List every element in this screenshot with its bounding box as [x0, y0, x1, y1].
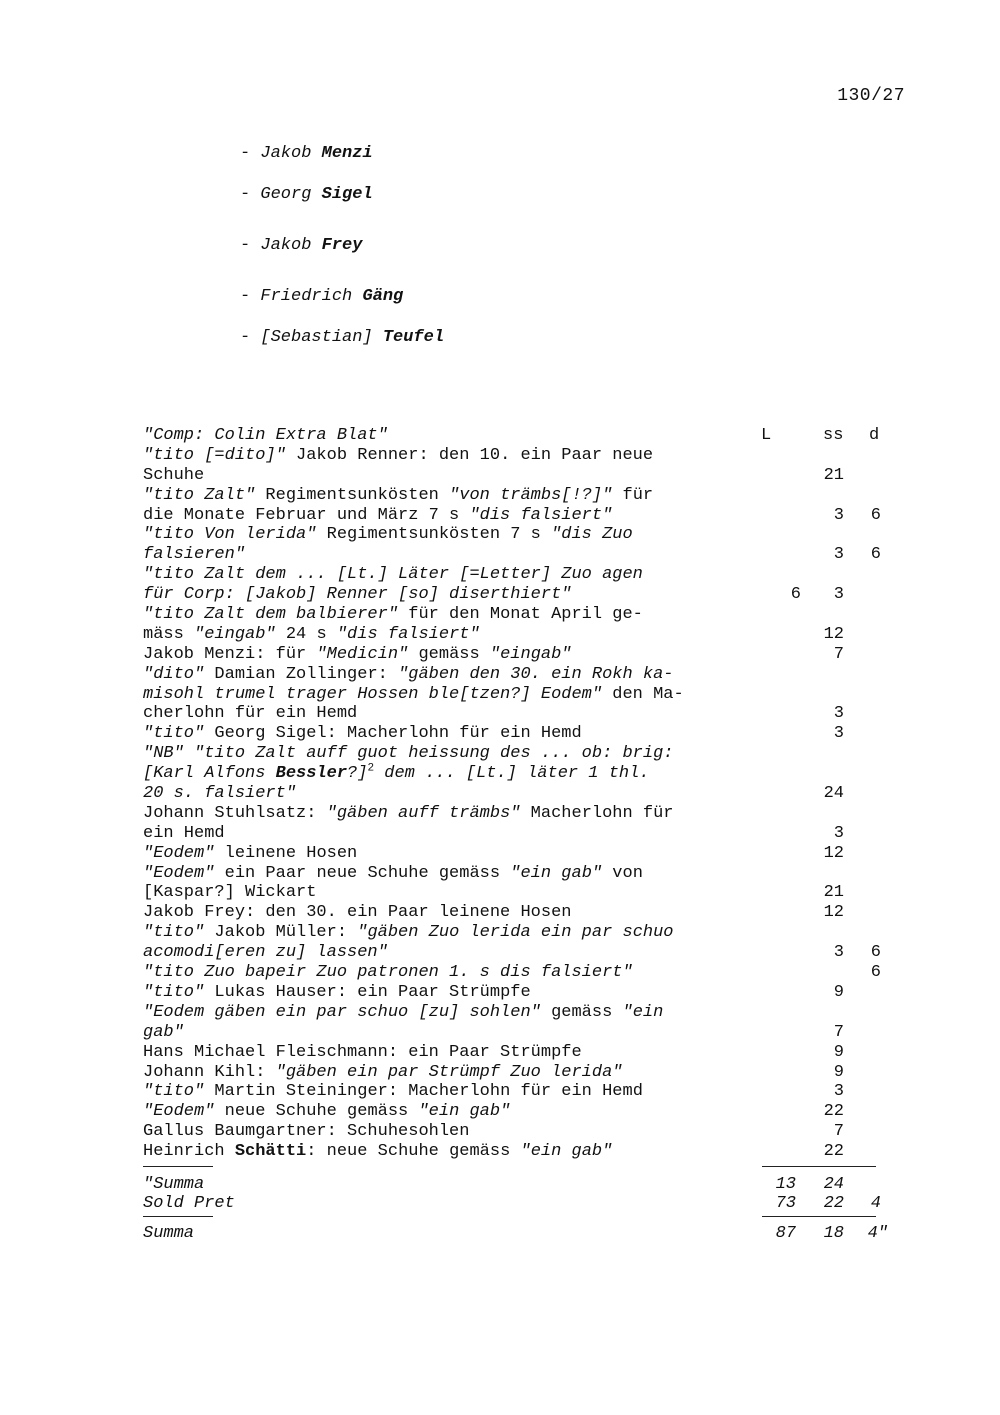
entry-description — [143, 625, 480, 645]
text-segment: "ein — [622, 1002, 664, 1022]
ledger-row — [143, 824, 903, 844]
amount-ss: 24 — [823, 784, 844, 804]
ledger-row — [143, 764, 903, 784]
dash: - — [240, 287, 261, 306]
name-list-item — [240, 287, 403, 306]
text-segment: Jakob Frey: den 30. ein Paar leinene Hosen — [143, 903, 572, 923]
text-segment: für den Monat April ge- — [398, 605, 643, 625]
text-segment: 24 s — [275, 624, 337, 644]
entry-description — [143, 645, 572, 665]
text-segment: Martin Steininger: Macherlohn für ein Hemd — [204, 1082, 643, 1102]
entry-description — [143, 1122, 469, 1142]
text-segment: "Eodem" — [143, 843, 215, 863]
text-segment: Johann Kihl: — [143, 1062, 276, 1082]
first-name: Jakob — [260, 144, 312, 163]
divider — [762, 1216, 876, 1217]
name-list-item — [240, 144, 373, 163]
amount-ss: 9 — [833, 1062, 844, 1082]
sold-pret-d: 4 — [870, 1194, 881, 1213]
text-segment: Bessler — [275, 764, 348, 784]
amount-ss: 3 — [833, 943, 844, 963]
text-segment: "tito Zuo bapeir Zuo patronen 1. s dis falsiert" — [143, 963, 633, 983]
entry-description — [143, 903, 571, 923]
first-name: Jakob — [260, 236, 312, 255]
text-segment: den Ma- — [602, 684, 684, 704]
ledger-row — [143, 983, 903, 1003]
amount-ss: 21 — [823, 465, 844, 485]
column-header-d: d — [869, 426, 880, 445]
text-segment: "Medicin" — [316, 644, 409, 664]
entry-description — [143, 923, 674, 943]
entry-description — [143, 764, 650, 784]
name-list-item — [240, 328, 444, 347]
text-segment: "tito" — [143, 923, 205, 943]
text-segment: Georg Sigel: Macherlohn für ein Hemd — [204, 724, 582, 744]
entry-description — [143, 744, 674, 764]
grand-total-ss: 18 — [823, 1224, 844, 1243]
text-segment: [Karl Alfons — [143, 764, 276, 784]
text-segment: "ein gab" — [520, 1142, 613, 1162]
entry-description — [143, 585, 571, 605]
text-segment: "ein gab" — [510, 863, 603, 883]
text-segment: von — [602, 863, 643, 883]
entry-description — [143, 844, 357, 864]
dash: - — [240, 144, 261, 163]
text-segment: Schätti — [234, 1142, 307, 1162]
amount-ss: 7 — [833, 1122, 844, 1142]
amount-ss: 7 — [833, 644, 844, 664]
page-number: 130/27 — [837, 86, 905, 106]
text-segment: Heinrich — [143, 1142, 235, 1162]
ledger-row — [143, 525, 903, 545]
text-segment: "NB" "tito Zalt auff guot heissung des ... ob: brig: — [143, 744, 674, 764]
ledger-row — [143, 1142, 903, 1162]
entry-description — [143, 784, 296, 804]
ledger-row — [143, 943, 903, 963]
divider — [143, 1166, 213, 1167]
ledger-row — [143, 625, 903, 645]
text-segment: Regimentsunkösten — [255, 485, 450, 505]
entry-description — [143, 1003, 663, 1023]
last-name: Sigel — [321, 185, 373, 204]
last-name: Gäng — [362, 287, 404, 306]
ledger-row — [143, 605, 903, 625]
amount-ss: 3 — [833, 823, 844, 843]
text-segment: für — [612, 485, 654, 505]
ledger-row — [143, 864, 903, 884]
amount-ss: 21 — [823, 883, 844, 903]
text-segment: gemäss — [540, 1002, 623, 1022]
entry-description — [143, 565, 643, 585]
text-segment: leinene Hosen — [214, 843, 358, 863]
ledger-row — [143, 923, 903, 943]
grand-total-l: 87 — [775, 1224, 796, 1243]
text-segment: ?] — [347, 764, 368, 784]
amount-ss: 9 — [833, 1042, 844, 1062]
text-segment: misohl trumel trager Hossen ble[tzen?] Eodem" — [143, 684, 603, 704]
entry-description — [143, 506, 612, 526]
text-segment: "Eodem gäben ein par schuo [zu] sohlen" — [143, 1002, 541, 1022]
amount-ss: 3 — [833, 545, 844, 565]
ledger-row — [143, 784, 903, 804]
amount-ss: 12 — [823, 624, 844, 644]
amount-d: 6 — [870, 545, 881, 565]
ledger-row — [143, 903, 903, 923]
ledger-rows — [143, 446, 903, 1162]
entry-description — [143, 824, 225, 844]
entry-description — [143, 943, 388, 963]
text-segment: "Eodem" — [143, 863, 215, 883]
text-segment: Regimentsunkösten 7 s — [316, 525, 552, 545]
entry-description — [143, 545, 245, 565]
ledger-title: "Comp: Colin Extra Blat" — [143, 426, 388, 445]
text-segment: "ein gab" — [418, 1102, 511, 1122]
sold-pret-ss: 22 — [823, 1194, 844, 1213]
text-segment: "gäben Zuo lerida ein par schuo — [357, 923, 674, 943]
text-segment: "Eodem" — [143, 1102, 215, 1122]
text-segment: Johann Stuhlsatz: — [143, 803, 327, 823]
text-segment: "tito Von lerida" — [143, 525, 317, 545]
divider — [762, 1166, 876, 1167]
ledger-row — [143, 506, 903, 526]
ledger-row — [143, 1102, 903, 1122]
amount-ss: 3 — [833, 724, 844, 744]
text-segment: Schuhe — [143, 465, 205, 485]
entry-description — [143, 525, 633, 545]
amount-ss: 9 — [833, 982, 844, 1002]
ledger-table — [143, 426, 903, 1162]
text-segment: gemäss — [408, 644, 490, 664]
ledger-row — [143, 724, 903, 744]
name-list-item — [240, 185, 373, 204]
entry-description — [143, 685, 684, 705]
entry-description — [143, 983, 531, 1003]
text-segment: [Kaspar?] Wickart — [143, 883, 317, 903]
dash: - — [240, 328, 261, 347]
text-segment: gab" — [143, 1022, 184, 1042]
entry-description — [143, 724, 582, 744]
ledger-row — [143, 1003, 903, 1023]
text-segment: ein Hemd — [143, 823, 225, 843]
sold-pret-label: Sold Pret — [143, 1194, 235, 1213]
text-segment: cherlohn für ein Hemd — [143, 704, 358, 724]
text-segment: 20 s. falsiert" — [143, 784, 297, 804]
ledger-row — [143, 1063, 903, 1083]
entry-description — [143, 1063, 622, 1083]
text-segment: mäss — [143, 624, 195, 644]
amount-ss: 12 — [823, 843, 844, 863]
entry-description — [143, 1082, 643, 1102]
ledger-row — [143, 585, 903, 605]
grand-total-label: Summa — [143, 1224, 195, 1243]
ledger-row — [143, 486, 903, 506]
entry-description — [143, 446, 653, 466]
ledger-row — [143, 844, 903, 864]
text-segment: Jakob Menzi: für — [143, 644, 317, 664]
text-segment: neue Schuhe gemäss — [214, 1102, 419, 1122]
summa-ss: 24 — [823, 1175, 844, 1194]
ledger-row — [143, 665, 903, 685]
ledger-row — [143, 804, 903, 824]
entry-description — [143, 963, 633, 983]
text-segment: "tito [=dito]" — [143, 445, 286, 465]
text-segment: "gäben den 30. ein Rokh ka- — [398, 664, 674, 684]
amount-ss: 3 — [833, 704, 844, 724]
amount-d: 6 — [870, 963, 881, 983]
text-segment: "dis Zuo — [551, 525, 633, 545]
ledger-row — [143, 446, 903, 466]
text-segment: "eingab" — [489, 644, 572, 664]
entry-description — [143, 1043, 582, 1063]
text-segment: "tito" — [143, 1082, 205, 1102]
text-segment: ein Paar neue Schuhe gemäss — [214, 863, 511, 883]
ledger-row — [143, 704, 903, 724]
text-segment: : neue Schuhe gemäss — [306, 1142, 521, 1162]
amount-ss: 3 — [833, 585, 844, 605]
text-segment: "gäben ein par Strümpf Zuo lerida" — [275, 1062, 623, 1082]
ledger-row — [143, 883, 903, 903]
text-segment: acomodi[eren zu] lassen" — [143, 943, 388, 963]
text-segment: Jakob Müller: — [204, 923, 358, 943]
ledger-header — [143, 426, 903, 446]
amount-ss: 22 — [823, 1142, 844, 1162]
amount-l: 6 — [790, 585, 801, 605]
entry-description — [143, 1023, 184, 1043]
ledger-row — [143, 685, 903, 705]
ledger-row — [143, 565, 903, 585]
entry-description — [143, 883, 316, 903]
ledger-row — [143, 963, 903, 983]
ledger-row — [143, 466, 903, 486]
text-segment: Jakob Renner: den 10. ein Paar neue — [285, 445, 654, 465]
text-segment: 2 — [367, 762, 375, 775]
last-name: Teufel — [382, 328, 445, 347]
text-segment: "tito Zalt" — [143, 485, 256, 505]
text-segment: "tito Zalt dem balbierer" — [143, 605, 399, 625]
text-segment: "tito" — [143, 982, 205, 1002]
entry-description — [143, 665, 674, 685]
text-segment: "gäben auff trämbs" — [326, 803, 521, 823]
ledger-row — [143, 1023, 903, 1043]
text-segment: falsieren" — [143, 545, 246, 565]
first-name: [Sebastian] — [260, 328, 373, 347]
text-segment: "tito Zalt dem ... [Lt.] Läter [=Letter] Zuo agen — [143, 565, 643, 585]
text-segment: die Monate Februar und März 7 s — [143, 505, 470, 525]
divider — [143, 1216, 213, 1217]
dash: - — [240, 236, 261, 255]
grand-total-d: 4" — [867, 1224, 888, 1243]
entry-description — [143, 864, 643, 884]
text-segment: Macherlohn für — [520, 803, 674, 823]
first-name: Friedrich — [260, 287, 353, 306]
last-name: Frey — [321, 236, 363, 255]
text-segment: Hans Michael Fleischmann: ein Paar Strümpfe — [143, 1042, 582, 1062]
text-segment: Gallus Baumgartner: Schuhesohlen — [143, 1122, 470, 1142]
text-segment: Damian Zollinger: — [204, 664, 399, 684]
entry-description — [143, 704, 357, 724]
entry-description — [143, 1102, 510, 1122]
amount-ss: 3 — [833, 1082, 844, 1102]
first-name: Georg — [260, 185, 312, 204]
dash: - — [240, 185, 261, 204]
ledger-row — [143, 1122, 903, 1142]
text-segment: "dis falsiert" — [469, 505, 613, 525]
amount-d: 6 — [870, 943, 881, 963]
text-segment: für Corp: [Jakob] Renner [so] diserthiert" — [143, 585, 572, 605]
amount-ss: 3 — [833, 505, 844, 525]
name-list-item — [240, 236, 362, 255]
text-segment: "tito" — [143, 724, 205, 744]
amount-ss: 12 — [823, 903, 844, 923]
ledger-row — [143, 645, 903, 665]
amount-ss: 7 — [833, 1022, 844, 1042]
entry-description — [143, 804, 674, 824]
ledger-row — [143, 1043, 903, 1063]
text-segment: dem ... [Lt.] läter 1 thl. — [374, 764, 650, 784]
text-segment: "dis falsiert" — [336, 624, 480, 644]
entry-description — [143, 1142, 612, 1162]
column-header-l: L — [761, 426, 772, 445]
text-segment: "von trämbs[!?]" — [449, 485, 613, 505]
amount-ss: 22 — [823, 1102, 844, 1122]
summa-l: 13 — [775, 1175, 796, 1194]
last-name: Menzi — [321, 144, 373, 163]
ledger-row — [143, 545, 903, 565]
text-segment: "dito" — [143, 664, 205, 684]
column-header-ss: ss — [823, 426, 844, 445]
text-segment: Lukas Hauser: ein Paar Strümpfe — [204, 982, 531, 1002]
ledger-row — [143, 1082, 903, 1102]
entry-description — [143, 466, 204, 486]
entry-description — [143, 605, 643, 625]
text-segment: "eingab" — [194, 624, 276, 644]
ledger-row — [143, 744, 903, 764]
amount-d: 6 — [870, 505, 881, 525]
sold-pret-l: 73 — [775, 1194, 796, 1213]
summa-label: "Summa — [143, 1175, 205, 1194]
entry-description — [143, 486, 653, 506]
